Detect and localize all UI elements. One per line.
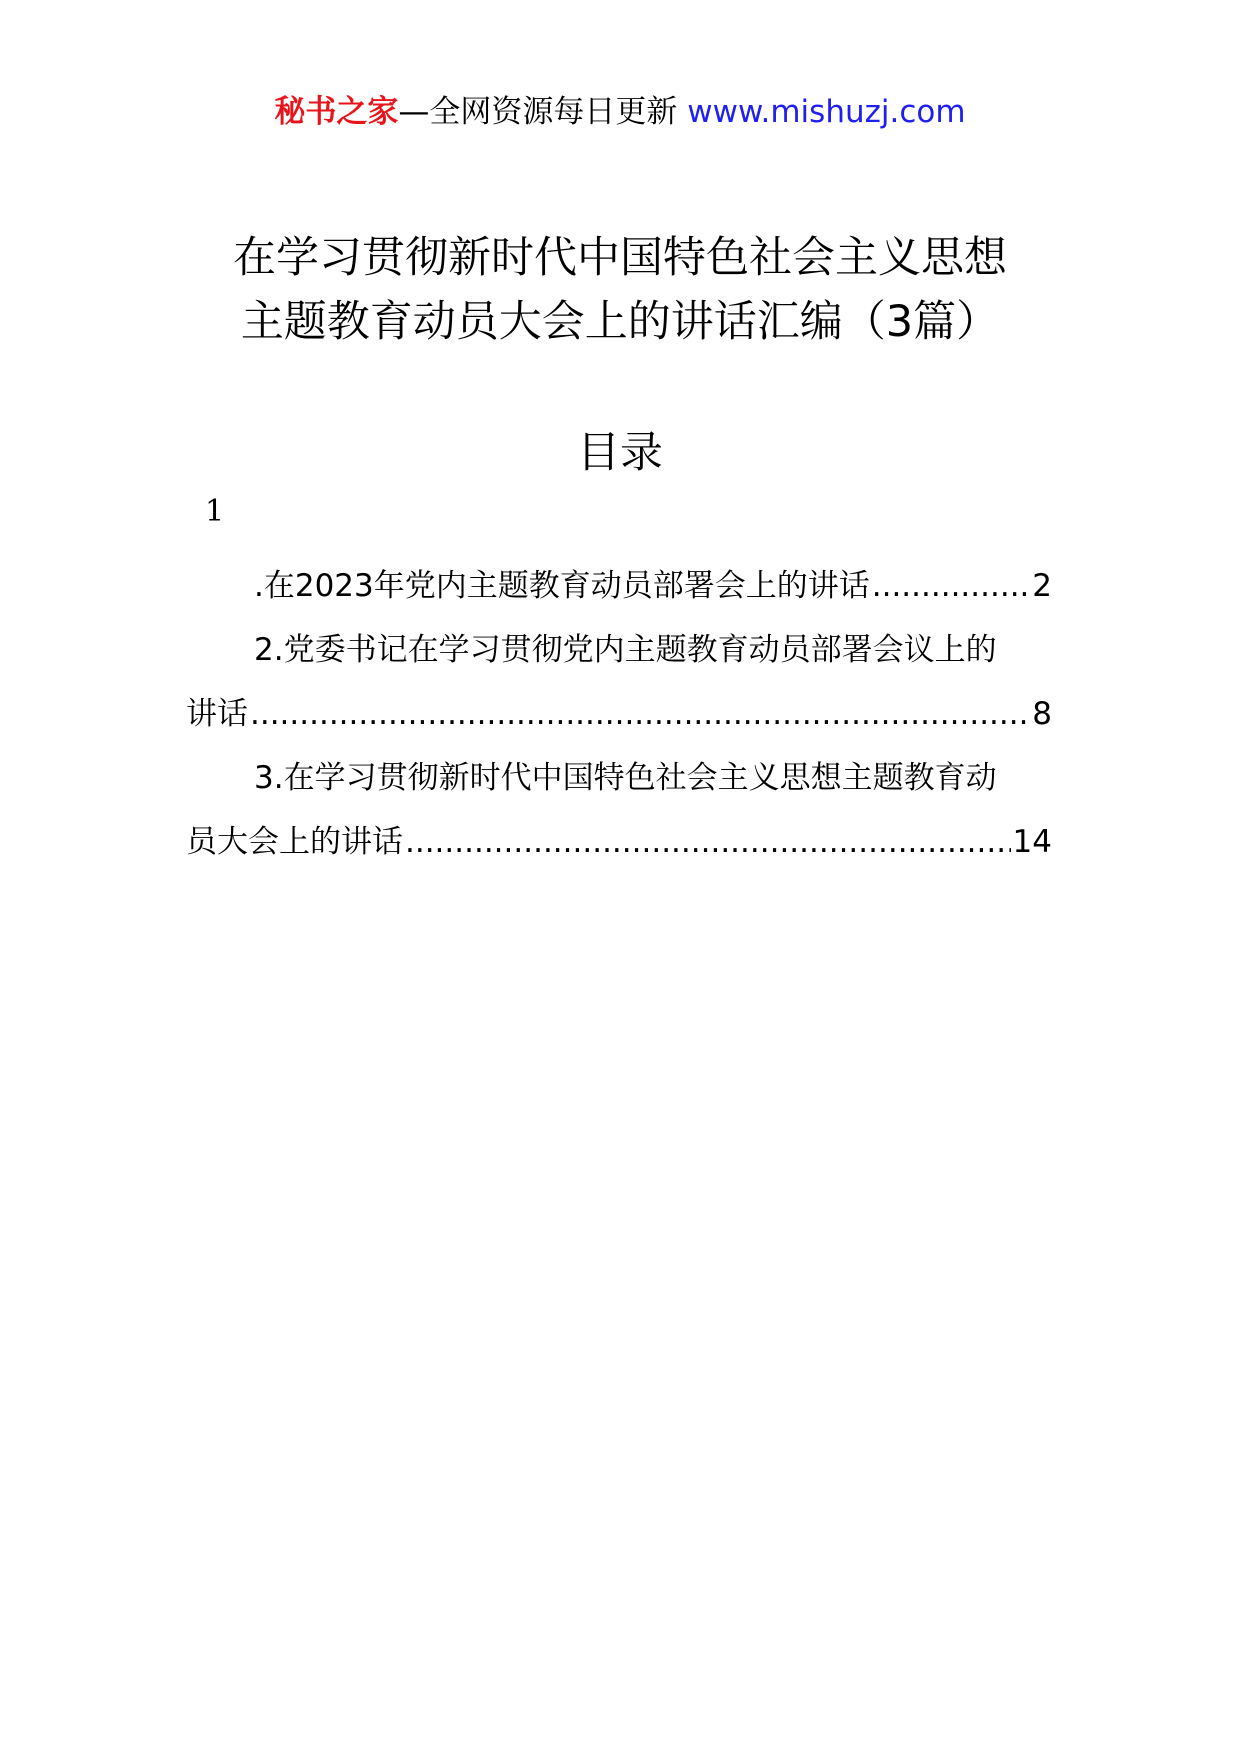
- header-tagline: —全网资源每日更新: [398, 94, 678, 130]
- toc-entry-title-continued: 员大会上的讲话: [186, 824, 403, 860]
- toc-entry-title-continued: 讲话: [186, 696, 248, 732]
- toc-entry-title: 3.在学习贯彻新时代中国特色社会主义思想主题教育动: [254, 760, 997, 796]
- toc-entry-line: [186, 554, 1052, 618]
- document-title: [150, 226, 1090, 354]
- title-line-1: 在学习贯彻新时代中国特色社会主义思想: [233, 233, 1007, 283]
- toc-page-number: 2: [1032, 568, 1052, 604]
- toc-dot-leader: [250, 682, 1030, 746]
- toc-page-number: 14: [1012, 824, 1052, 860]
- table-of-contents: [186, 554, 1052, 874]
- list-number: 1: [205, 494, 225, 529]
- toc-entry-2[interactable]: [186, 618, 1052, 746]
- toc-entry-3[interactable]: [186, 746, 1052, 874]
- toc-entry-line: [186, 682, 1052, 746]
- toc-heading: 目录: [577, 428, 663, 478]
- toc-dot-leader: [872, 554, 1031, 618]
- toc-dot-leader: [405, 810, 1011, 874]
- page-header: [0, 92, 1240, 132]
- toc-entry-1[interactable]: [186, 554, 1052, 618]
- toc-entry-title: .在2023年党内主题教育动员部署会上的讲话: [254, 568, 870, 604]
- title-line-2: 主题教育动员大会上的讲话汇编（3篇）: [240, 297, 1000, 347]
- toc-page-number: 8: [1032, 696, 1052, 732]
- toc-entry-line: [186, 810, 1052, 874]
- site-url-link[interactable]: www.mishuzj.com: [687, 94, 966, 130]
- toc-entry-line: [186, 746, 1052, 810]
- toc-entry-line: [186, 618, 1052, 682]
- brand-name: 秘书之家: [274, 94, 399, 130]
- toc-entry-title: 2.党委书记在学习贯彻党内主题教育动员部署会议上的: [254, 632, 997, 668]
